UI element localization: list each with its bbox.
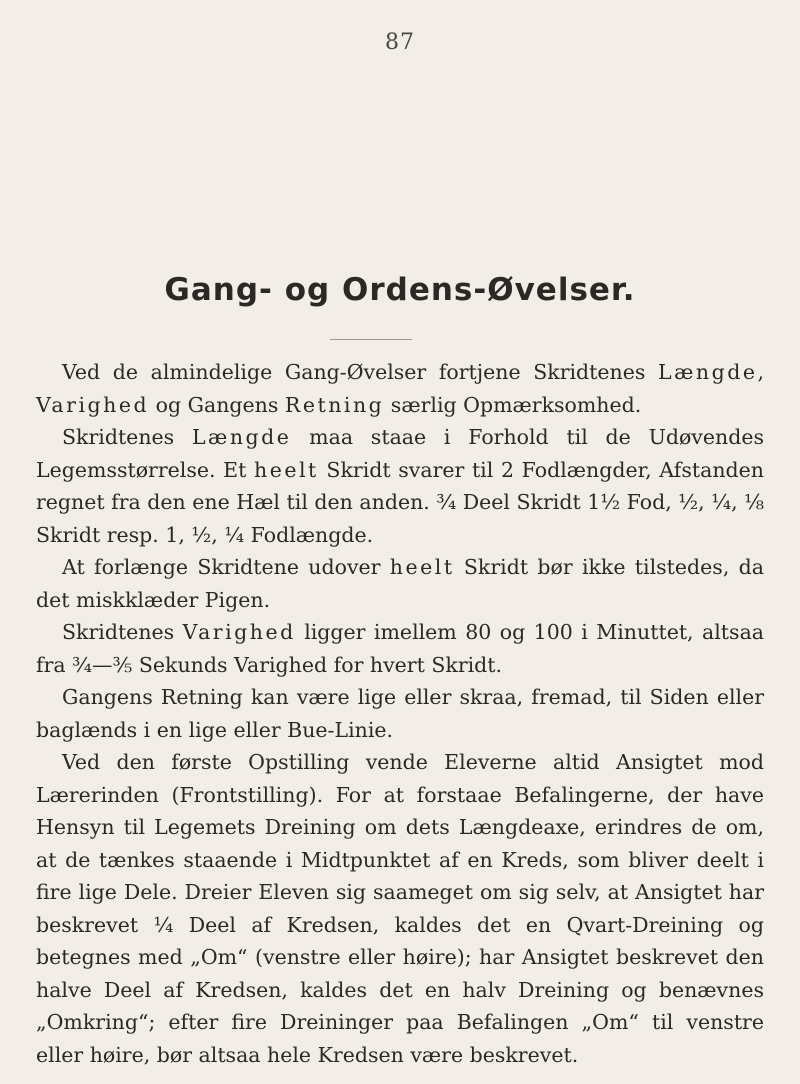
text-run: , — [757, 360, 764, 384]
spaced-emphasis-text: Varighed — [182, 620, 296, 644]
text-run: Ved den første Opstilling vende Eleverne altid Ansigtet mod Lærerinden (Frontstilling). For at forstaae Befalingerne, der have Hensyn til Legemets Dreining om dets Længdeaxe, erindres de om, at de tænkes staaende i Midtpunktet af en Kreds, som bliver deelt i fire lige Dele. Dreier Eleven sig saameget om sig selv, at Ansigtet har beskrevet ¼ Deel af Kredsen, kaldes det en Qvart-Dreining og betegnes med „Om“ (venstre eller høire); har Ansigtet beskrevet den halve Deel af Kredsen, kaldes det en halv Dreining og benævnes „Omkring“; efter fire Dreininger paa Befalingen „Om“ til venstre eller høire, bør altsaa hele Kredsen være beskrevet. — [36, 750, 764, 1067]
page-number: 87 — [385, 30, 415, 55]
text-run: At forlænge Skridtene udover — [62, 555, 390, 579]
text-run: Skridt svarer til 2 Fodlængder, Afstanden regnet fra den ene Hæl til den anden. ¾ Deel Skridt 1½ Fod, ½, ¼, ⅛ Skridt resp. 1, ½, ¼ Fodlængde. — [36, 457, 764, 547]
text-run: særlig Opmærksomhed. — [384, 392, 642, 417]
text-run: ligger imellem 80 og 100 i Minuttet, altsaa fra ¾—⅗ Sekunds Varighed for hvert Skridt. — [36, 620, 765, 677]
title-divider — [330, 339, 412, 340]
paragraph — [36, 746, 764, 1071]
text-run: Skridtenes — [62, 620, 183, 644]
spaced-emphasis-text: Længde — [658, 360, 758, 384]
text-run: maa staae i Forhold til de Udøvendes Legemsstørrelse. Et — [36, 425, 764, 482]
body-text — [36, 356, 764, 1071]
paragraph — [36, 681, 764, 746]
text-run: Gangens Retning kan være lige eller skraa, fremad, til Siden eller baglænds i en lige eller Bue-Linie. — [36, 685, 764, 742]
text-run: Ved de almindelige Gang-Øvelser fortjene Skridtenes — [62, 360, 658, 384]
paragraph — [36, 421, 764, 551]
paragraph — [36, 616, 764, 681]
paragraph — [36, 551, 764, 616]
paragraph — [36, 356, 764, 421]
spaced-emphasis-text: heelt — [254, 457, 319, 482]
spaced-emphasis-text: Retning — [284, 392, 385, 417]
spaced-emphasis-text: Længde — [191, 425, 292, 449]
text-run: Skridt bør ikke tilstedes, da det miskklæder Pigen. — [36, 555, 764, 612]
text-run: og Gangens — [149, 392, 285, 417]
spaced-emphasis-text: heelt — [389, 555, 455, 579]
text-run: Skridtenes — [62, 425, 192, 449]
page-title: Gang- og Ordens-Øvelser. — [164, 272, 636, 308]
spaced-emphasis-text: Varighed — [36, 392, 150, 417]
